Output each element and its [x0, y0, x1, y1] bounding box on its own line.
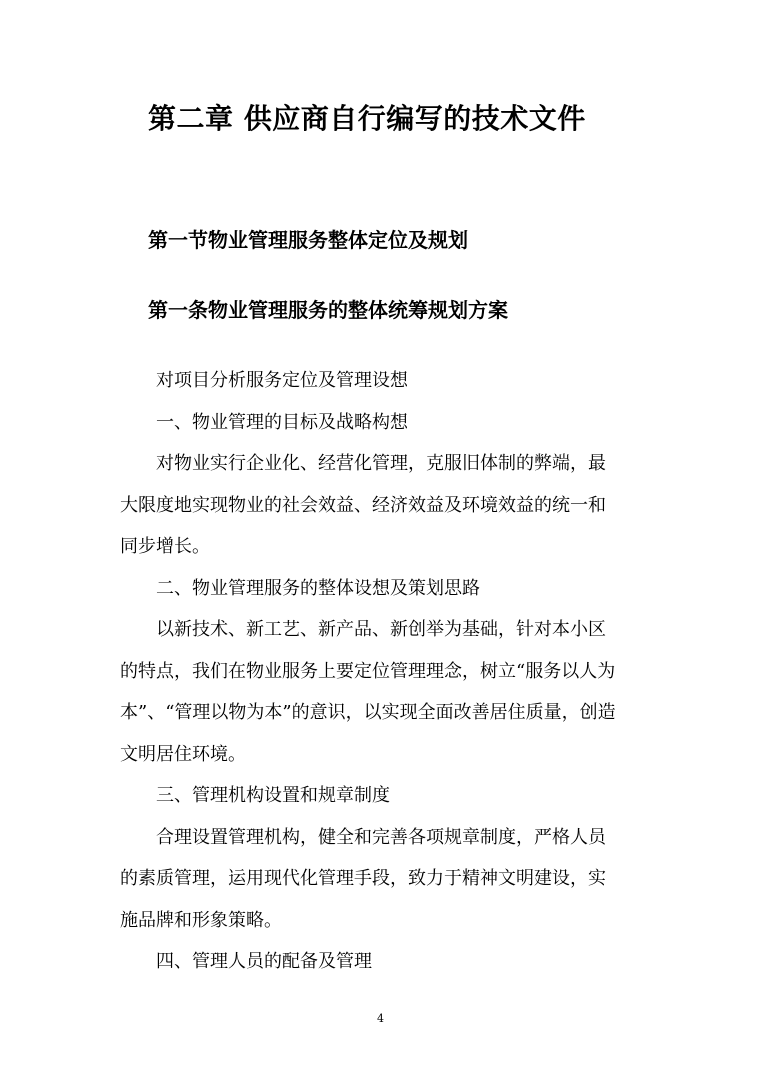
paragraph-line: 文明居住环境。: [120, 743, 246, 765]
intro-line: 对项目分析服务定位及管理设想: [156, 370, 408, 391]
paragraph-line: 合理设置管理机构，健全和完善各项规章制度，严格人员: [156, 826, 606, 848]
page-number: 4: [377, 1012, 384, 1025]
paragraph-line: 的特点，我们在物业服务上要定位管理理念，树立“服务以人为: [120, 660, 616, 682]
heading-staffing: 四、管理人员的配备及管理: [156, 951, 372, 972]
section-title: 第一节物业管理服务整体定位及规划: [148, 228, 468, 252]
heading-organization: 三、管理机构设置和规章制度: [156, 785, 390, 806]
heading-overall-plan: 二、物业管理服务的整体设想及策划思路: [156, 577, 480, 599]
paragraph-line: 对物业实行企业化、经营化管理，克服旧体制的弊端，最: [156, 453, 606, 474]
chapter-title: 第二章 供应商自行编写的技术文件: [148, 102, 586, 135]
heading-goals: 一、物业管理的目标及战略构想: [156, 411, 408, 433]
article-title: 第一条物业管理服务的整体统筹规划方案: [148, 298, 508, 322]
body-text: [120, 360, 640, 983]
paragraph-line: 以新技术、新工艺、新产品、新创举为基础，针对本小区: [156, 619, 606, 640]
paragraph-line: 施品牌和形象策略。: [120, 909, 282, 931]
paragraph-line: 同步增长。: [120, 536, 210, 557]
paragraph-line: 的素质管理，运用现代化管理手段，致力于精神文明建设，实: [120, 868, 606, 889]
paragraph-line: 大限度地实现物业的社会效益、经济效益及环境效益的统一和: [120, 494, 606, 516]
paragraph-line: 本”、“管理以物为本”的意识，以实现全面改善居住质量，创造: [120, 702, 616, 723]
